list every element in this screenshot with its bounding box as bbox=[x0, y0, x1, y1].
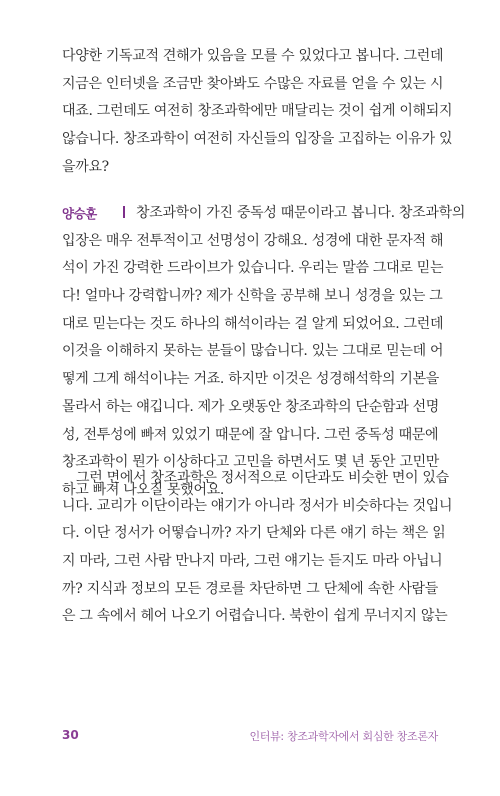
question-paragraph bbox=[62, 43, 453, 181]
page-footer bbox=[62, 728, 438, 748]
continuation-line: 은 그 속에서 헤어 나오기 어렵습니다. 북한이 쉽게 무너지지 않는 bbox=[62, 608, 448, 625]
answer-line: 창조과학이 가진 중독성 때문이라고 봅니다. 창조과학의 bbox=[136, 205, 466, 221]
answer-line: 떻게 그게 해석이냐는 거죠. 하지만 이것은 성경해석학의 기본을 bbox=[62, 371, 440, 388]
continuation-line: 지 마라, 그런 사람 만나지 마라, 그런 얘기는 듣지도 마라 아닙니 bbox=[62, 553, 443, 570]
question-line: 지금은 인터넷을 조금만 찾아봐도 수많은 자료를 얻을 수 있는 시 bbox=[62, 75, 444, 92]
answer-line: 창조과학이 뭔가 이상하다고 고민을 하면서도 몇 년 동안 고민만 bbox=[62, 454, 440, 471]
answer-paragraph bbox=[62, 200, 466, 505]
continuation-line: 니다. 교리가 이단이라는 얘기가 아니라 정서가 비슷하다는 것입니 bbox=[62, 497, 453, 514]
answer-line: 이것을 이해하지 못하는 분들이 많습니다. 있는 그대로 믿는데 어 bbox=[62, 343, 444, 360]
answer-line: 다! 얼마나 강력합니까? 제가 신학을 공부해 보니 성경을 있는 그 bbox=[62, 288, 443, 305]
answer-line: 하고 빠져 나오질 못했어요. bbox=[62, 481, 225, 498]
answer-line: 몰라서 하는 얘깁니다. 제가 오랫동안 창조과학의 단순함과 선명 bbox=[62, 398, 440, 415]
question-line: 다양한 기독교적 견해가 있음을 모를 수 있었다고 봅니다. 그런데 bbox=[62, 48, 444, 64]
question-line: 을까요? bbox=[62, 158, 109, 175]
continuation-line: 그런 면에서 창조과학은 정서적으로 이단과도 비슷한 면이 있습 bbox=[76, 470, 449, 486]
answer-line: 성, 전투성에 빠져 있었기 때문에 잘 압니다. 그런 중독성 때문에 bbox=[62, 426, 439, 443]
continuation-paragraph bbox=[62, 465, 453, 631]
answer-line: 대로 믿는다는 것도 하나의 해석이라는 걸 알게 되었어요. 그런데 bbox=[62, 315, 444, 332]
answer-line: 석이 가진 강력한 드라이브가 있습니다. 우리는 말씀 그대로 믿는 bbox=[62, 260, 444, 277]
running-title: 인터뷰: 창조과학자에서 회심한 창조론자 bbox=[249, 730, 438, 743]
continuation-line: 다. 이단 정서가 어떻습니까? 자기 단체와 다른 얘기 하는 책은 읽 bbox=[62, 525, 446, 542]
page-number: 30 bbox=[62, 728, 79, 742]
speaker-name: 양승훈 bbox=[62, 206, 97, 221]
answer-line: 입장은 매우 전투적이고 선명성이 강해요. 성경에 대한 문자적 해 bbox=[62, 232, 444, 249]
question-line: 않습니다. 창조과학이 여전히 자신들의 입장을 고집하는 이유가 있 bbox=[62, 131, 453, 148]
continuation-line: 까? 지식과 정보의 모든 경로를 차단하면 그 단체에 속한 사람들 bbox=[62, 580, 438, 597]
question-line: 대죠. 그런데도 여전히 창조과학에만 매달리는 것이 쉽게 이해되지 bbox=[62, 103, 453, 120]
